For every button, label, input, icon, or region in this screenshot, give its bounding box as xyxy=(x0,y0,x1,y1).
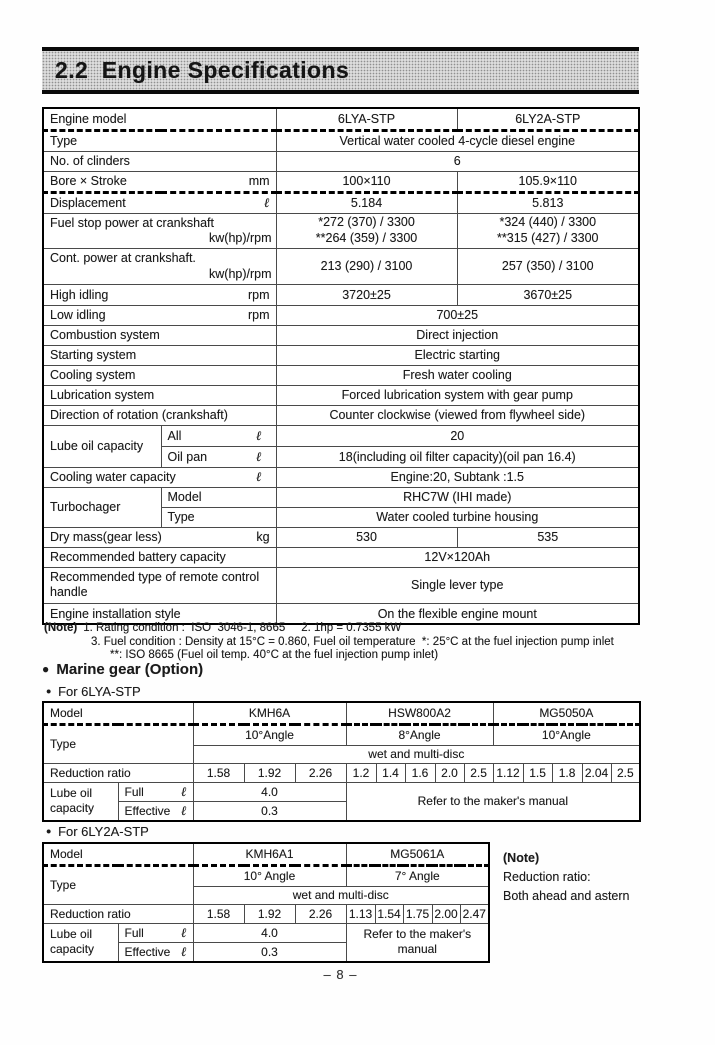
value-text: wet and multi-disc xyxy=(292,888,389,902)
spec-value xyxy=(276,249,457,285)
spec-label xyxy=(43,425,161,467)
table-row xyxy=(43,249,639,285)
label-text: High idling xyxy=(50,287,109,302)
marine-gear-table-6ly2a xyxy=(42,842,490,963)
spec-value xyxy=(276,405,639,425)
spec-value xyxy=(276,487,639,507)
gear-label xyxy=(43,782,118,821)
heading-text: Marine gear (Option) xyxy=(56,661,204,678)
gear-label xyxy=(43,724,193,763)
spec-value xyxy=(276,567,639,603)
unit-text: ℓ xyxy=(255,449,262,465)
value-text: 1.8 xyxy=(558,765,576,780)
spec-value xyxy=(457,192,639,213)
label-text: Effective xyxy=(124,803,171,818)
unit-text: kg xyxy=(256,530,270,545)
reduction-ratio xyxy=(193,904,244,923)
spec-label xyxy=(43,284,276,305)
note-line-1: 1. Rating condition : ISO 3046-1, 8665 2. 1hp = 0.7355 kW xyxy=(83,622,402,634)
reduction-ratio xyxy=(464,763,493,782)
table-row xyxy=(43,782,640,801)
note-tag: (Note) xyxy=(44,622,78,634)
spec-value xyxy=(276,385,639,405)
label-text: Oil pan xyxy=(167,449,208,464)
marine-gear-table-6lya xyxy=(42,701,641,822)
value-text: 700±25 xyxy=(436,308,479,323)
table-row xyxy=(43,843,489,865)
reduction-ratio xyxy=(244,904,295,923)
gear-value xyxy=(193,801,346,821)
gear-model xyxy=(193,702,346,724)
value-text: 6LYA-STP xyxy=(337,111,396,126)
label-text: Bore × Stroke xyxy=(50,174,127,188)
value-text: Single lever type xyxy=(411,578,504,593)
gear-sublabel xyxy=(118,801,193,821)
unit-text: ℓ xyxy=(255,470,262,486)
unit-text: kw(hp)/rpm xyxy=(209,266,272,281)
value-text: wet and multi-disc xyxy=(368,747,465,761)
value-text: 2.26 xyxy=(308,765,333,780)
table-row xyxy=(43,702,640,724)
reduction-ratio xyxy=(295,763,346,782)
table-row xyxy=(43,365,639,385)
spec-value xyxy=(276,425,639,446)
value-text: 3670±25 xyxy=(523,287,573,302)
value-text: 1.75 xyxy=(405,906,430,921)
reduction-ratio xyxy=(376,763,405,782)
value-text: 2.26 xyxy=(308,906,333,921)
spec-value xyxy=(276,192,457,213)
value-text: KMH6A1 xyxy=(245,846,294,861)
gear-clutch-type xyxy=(193,886,489,904)
label-text: Full xyxy=(124,784,144,799)
table-row xyxy=(43,567,639,603)
spec-value xyxy=(276,130,639,151)
value-text: RHC7W (IHI made) xyxy=(403,490,512,505)
value-text: 4.0 xyxy=(261,784,278,799)
value-text: Fresh water cooling xyxy=(402,368,512,383)
gear-label xyxy=(43,843,193,865)
value-text: Refer to the maker's xyxy=(363,927,472,941)
label-text: Type xyxy=(50,737,77,751)
value-text: 10° Angle xyxy=(243,869,296,883)
section-title: 2.2 Engine Specifications xyxy=(55,57,350,83)
gear-sublabel xyxy=(118,923,193,942)
value-text: 2.04 xyxy=(584,765,609,780)
spec-value xyxy=(276,305,639,325)
unit-text: rpm xyxy=(247,308,270,323)
label-text: Recommended type of remote control handle xyxy=(50,569,260,600)
value-text: 1.58 xyxy=(206,765,231,780)
reduction-ratio-note xyxy=(503,849,630,906)
spec-label xyxy=(43,192,276,213)
marine-gear-6lya-heading xyxy=(46,684,141,699)
spec-label xyxy=(43,405,276,425)
spec-label xyxy=(43,108,276,130)
table-row xyxy=(43,487,639,507)
value-text: 7° Angle xyxy=(394,869,440,883)
reduction-ratio xyxy=(244,763,295,782)
table-row xyxy=(43,923,489,942)
value-text: 1.58 xyxy=(206,906,231,921)
value-text: 10°Angle xyxy=(541,728,591,742)
reduction-ratio xyxy=(552,763,582,782)
label-text: No. of clinders xyxy=(50,154,130,168)
spec-value xyxy=(457,171,639,192)
value-text: *272 (370) / 3300 xyxy=(318,215,415,230)
label-text: Cont. power at crankshaft. xyxy=(50,251,196,266)
unit-text: rpm xyxy=(247,287,270,302)
gear-label xyxy=(43,763,193,782)
spec-sublabel xyxy=(161,507,276,527)
value-text: HSW800A2 xyxy=(388,705,451,720)
unit-text: ℓ xyxy=(180,925,187,941)
table-row xyxy=(43,345,639,365)
label-text: Cooling system xyxy=(50,368,136,383)
unit-text: ℓ xyxy=(255,428,262,444)
gear-value xyxy=(193,923,346,942)
spec-value xyxy=(276,151,639,171)
label-text: Engine model xyxy=(50,111,127,126)
gear-value xyxy=(193,942,346,962)
value-text: 100×110 xyxy=(342,174,391,188)
note-line-2: 3. Fuel condition : Density at 15°C = 0.860, Fuel oil temperature *: 25°C at the fuel injection pump inlet xyxy=(91,635,614,648)
spec-label xyxy=(43,567,276,603)
value-text: 1.2 xyxy=(352,765,370,780)
value-text: 2.00 xyxy=(434,906,458,921)
spec-value xyxy=(457,527,639,547)
table-row xyxy=(43,171,639,192)
value-text: 4.0 xyxy=(261,925,278,940)
label-text: Low idling xyxy=(50,308,106,323)
value-text: 1.5 xyxy=(529,765,546,780)
reduction-ratio xyxy=(582,763,611,782)
value-text: **264 (359) / 3300 xyxy=(315,230,418,245)
value-text: Water cooled turbine housing xyxy=(376,510,539,525)
gear-clutch-type xyxy=(193,745,640,763)
spec-sublabel xyxy=(161,425,276,446)
label-text: Effective xyxy=(124,944,171,959)
value-text: 0.3 xyxy=(261,803,278,818)
gear-value xyxy=(193,782,346,801)
spec-label xyxy=(43,151,276,171)
value-text: 1.92 xyxy=(257,765,282,780)
gear-sublabel xyxy=(118,782,193,801)
unit-text: ℓ xyxy=(263,196,270,211)
spec-label xyxy=(43,547,276,567)
unit-text: ℓ xyxy=(180,803,187,819)
spec-label xyxy=(43,325,276,345)
table-row xyxy=(43,284,639,305)
heading-text: For 6LY2A-STP xyxy=(58,824,149,839)
spec-label xyxy=(43,527,276,547)
value-text: 20 xyxy=(450,428,465,443)
value-text: 6 xyxy=(453,154,461,168)
value-text: 2.5 xyxy=(470,765,487,780)
spec-value xyxy=(276,325,639,345)
spec-value xyxy=(457,108,639,130)
unit-text: ℓ xyxy=(180,784,187,800)
label-text: Type xyxy=(50,878,77,892)
table-row xyxy=(43,213,639,249)
gear-label xyxy=(43,904,193,923)
spec-label xyxy=(43,467,276,487)
spec-value xyxy=(457,284,639,305)
gear-angle xyxy=(193,865,346,886)
gear-angle xyxy=(493,724,640,745)
value-text: MG5050A xyxy=(539,705,594,720)
reduction-ratio xyxy=(460,904,489,923)
table-row xyxy=(43,904,489,923)
label-text: Lube oil capacity xyxy=(50,439,144,454)
spec-value xyxy=(276,284,457,305)
table-row xyxy=(43,385,639,405)
table-row xyxy=(43,724,640,745)
value-text: 6LY2A-STP xyxy=(515,111,581,126)
label-text: Cooling water capacity xyxy=(50,470,176,485)
value-text: 1.92 xyxy=(257,906,282,921)
engine-spec-table xyxy=(42,107,640,625)
spec-value xyxy=(276,365,639,385)
value-text: Refer to the maker's manual xyxy=(417,794,568,808)
gear-angle xyxy=(346,724,493,745)
label-text: Direction of rotation (crankshaft) xyxy=(50,408,228,423)
label-text: Displacement xyxy=(50,196,126,210)
table-row xyxy=(43,151,639,171)
label-text: Model xyxy=(50,705,83,720)
table-row xyxy=(43,467,639,487)
spec-value xyxy=(276,507,639,527)
value-text: 1.54 xyxy=(377,906,401,921)
label-text: Full xyxy=(124,925,144,940)
value-text: 213 (290) / 3100 xyxy=(320,259,413,274)
bullet-icon: ● xyxy=(46,826,52,836)
value-text: **315 (427) / 3300 xyxy=(497,230,599,245)
label-text: All xyxy=(167,428,182,443)
value-text: 5.813 xyxy=(532,196,564,210)
value-text: 535 xyxy=(537,530,559,545)
value-text: 530 xyxy=(356,530,377,545)
table-row xyxy=(43,108,639,130)
table-row xyxy=(43,325,639,345)
spec-value xyxy=(457,213,639,249)
gear-label xyxy=(43,923,118,962)
label-text: Lube oil xyxy=(50,786,93,800)
table-row xyxy=(43,865,489,886)
spec-value xyxy=(276,213,457,249)
value-text: On the flexible engine mount xyxy=(377,606,537,621)
spec-label xyxy=(43,487,161,527)
spec-label xyxy=(43,305,276,325)
spec-value xyxy=(276,527,457,547)
label-text: capacity xyxy=(50,801,95,815)
spec-value xyxy=(276,108,457,130)
value-text: 3720±25 xyxy=(342,287,391,302)
marine-gear-heading xyxy=(42,661,203,678)
value-text: 18(including oil filter capacity)(oil pan 16.4) xyxy=(338,449,576,464)
unit-text: mm xyxy=(248,174,270,188)
reduction-ratio xyxy=(375,904,403,923)
label-text: Turbochager xyxy=(50,500,121,515)
value-text: 1.6 xyxy=(411,765,429,780)
spec-label xyxy=(43,130,276,151)
label-text: Model xyxy=(167,490,202,505)
label-text: Engine installation style xyxy=(50,606,181,621)
value-text: 2.0 xyxy=(441,765,458,780)
label-text: Lube oil xyxy=(50,927,93,941)
spec-value xyxy=(276,467,639,487)
value-text: *324 (440) / 3300 xyxy=(499,215,597,230)
gear-refer-note xyxy=(346,923,489,962)
value-text: 105.9×110 xyxy=(518,174,578,188)
value-text: Direct injection xyxy=(416,328,499,343)
label-text: Dry mass(gear less) xyxy=(50,530,162,545)
gear-angle xyxy=(346,865,489,886)
reduction-ratio xyxy=(405,763,435,782)
value-text: 2.5 xyxy=(616,765,634,780)
reduction-ratio xyxy=(346,904,375,923)
label-text: capacity xyxy=(50,942,95,956)
spec-value xyxy=(276,171,457,192)
label-text: Type xyxy=(50,134,78,148)
unit-text: kw(hp)/rpm xyxy=(209,231,272,246)
gear-model xyxy=(346,843,489,865)
gear-label xyxy=(43,865,193,904)
value-text: 1.13 xyxy=(348,906,373,921)
reduction-ratio xyxy=(611,763,640,782)
value-text: Vertical water cooled 4-cycle diesel engine xyxy=(339,134,576,148)
spec-label xyxy=(43,249,276,285)
unit-text: ℓ xyxy=(180,944,187,960)
reduction-ratio xyxy=(403,904,432,923)
spec-sublabel xyxy=(161,487,276,507)
note-line-3: **: ISO 8665 (Fuel oil temp. 40°C at the fuel injection pump inlet) xyxy=(110,649,439,661)
gear-model xyxy=(493,702,640,724)
value-text: 5.184 xyxy=(350,196,383,210)
value-text: Forced lubrication system with gear pump xyxy=(341,388,573,403)
value-text: KMH6A xyxy=(248,705,291,720)
table-row xyxy=(43,305,639,325)
bullet-icon: ● xyxy=(46,686,52,696)
label-text: Reduction ratio xyxy=(50,765,131,780)
note-title: (Note) xyxy=(503,851,540,865)
gear-angle xyxy=(193,724,346,745)
value-text: manual xyxy=(397,942,437,956)
spec-value xyxy=(276,547,639,567)
label-text: Combustion system xyxy=(50,328,160,343)
gear-model xyxy=(346,702,493,724)
table-row xyxy=(43,192,639,213)
label-text: Model xyxy=(50,846,83,861)
label-text: Reduction ratio xyxy=(50,906,131,921)
reduction-ratio xyxy=(435,763,464,782)
label-text: Recommended battery capacity xyxy=(50,550,226,565)
gear-sublabel xyxy=(118,942,193,962)
value-text: 1.12 xyxy=(496,765,520,780)
reduction-ratio xyxy=(432,904,460,923)
label-text: Fuel stop power at crankshaft xyxy=(50,215,214,230)
note-line: Reduction ratio: xyxy=(503,870,591,884)
table-row xyxy=(43,425,639,446)
page-number: – 8 – xyxy=(323,967,358,982)
spec-sublabel xyxy=(161,446,276,467)
table-row xyxy=(43,405,639,425)
reduction-ratio xyxy=(346,763,376,782)
label-text: Type xyxy=(167,510,195,525)
value-text: 0.3 xyxy=(261,944,278,959)
value-text: Counter clockwise (viewed from flywheel side) xyxy=(329,408,586,423)
spec-label xyxy=(43,385,276,405)
note-line: Both ahead and astern xyxy=(503,889,630,903)
marine-gear-6ly2a-heading xyxy=(46,824,149,839)
spec-label xyxy=(43,213,276,249)
label-text: Lubrication system xyxy=(50,388,155,403)
value-text: Electric starting xyxy=(414,348,500,363)
table-row xyxy=(43,527,639,547)
label-text: Starting system xyxy=(50,348,137,363)
table-row xyxy=(43,130,639,151)
heading-text: For 6LYA-STP xyxy=(58,684,141,699)
reduction-ratio xyxy=(295,904,346,923)
reduction-ratio xyxy=(193,763,244,782)
gear-model xyxy=(193,843,346,865)
bullet-icon: ● xyxy=(42,662,50,676)
spec-value xyxy=(276,345,639,365)
gear-label xyxy=(43,702,193,724)
value-text: Engine:20, Subtank :1.5 xyxy=(390,470,524,485)
value-text: 8°Angle xyxy=(398,728,441,742)
table-row xyxy=(43,547,639,567)
value-text: 10°Angle xyxy=(245,728,294,742)
reduction-ratio xyxy=(493,763,523,782)
table-row xyxy=(43,763,640,782)
reduction-ratio xyxy=(523,763,552,782)
value-text: 257 (350) / 3100 xyxy=(501,259,594,274)
value-text: 1.4 xyxy=(382,765,399,780)
gear-refer-note xyxy=(346,782,640,821)
spec-value xyxy=(276,446,639,467)
value-text: MG5061A xyxy=(390,846,445,861)
spec-label xyxy=(43,171,276,192)
spec-label xyxy=(43,365,276,385)
spec-value xyxy=(457,249,639,285)
spec-label xyxy=(43,345,276,365)
footnotes xyxy=(44,622,654,663)
value-text: 12V×120Ah xyxy=(424,550,491,565)
value-text: 2.47 xyxy=(462,906,486,921)
section-header-bar xyxy=(42,47,639,94)
